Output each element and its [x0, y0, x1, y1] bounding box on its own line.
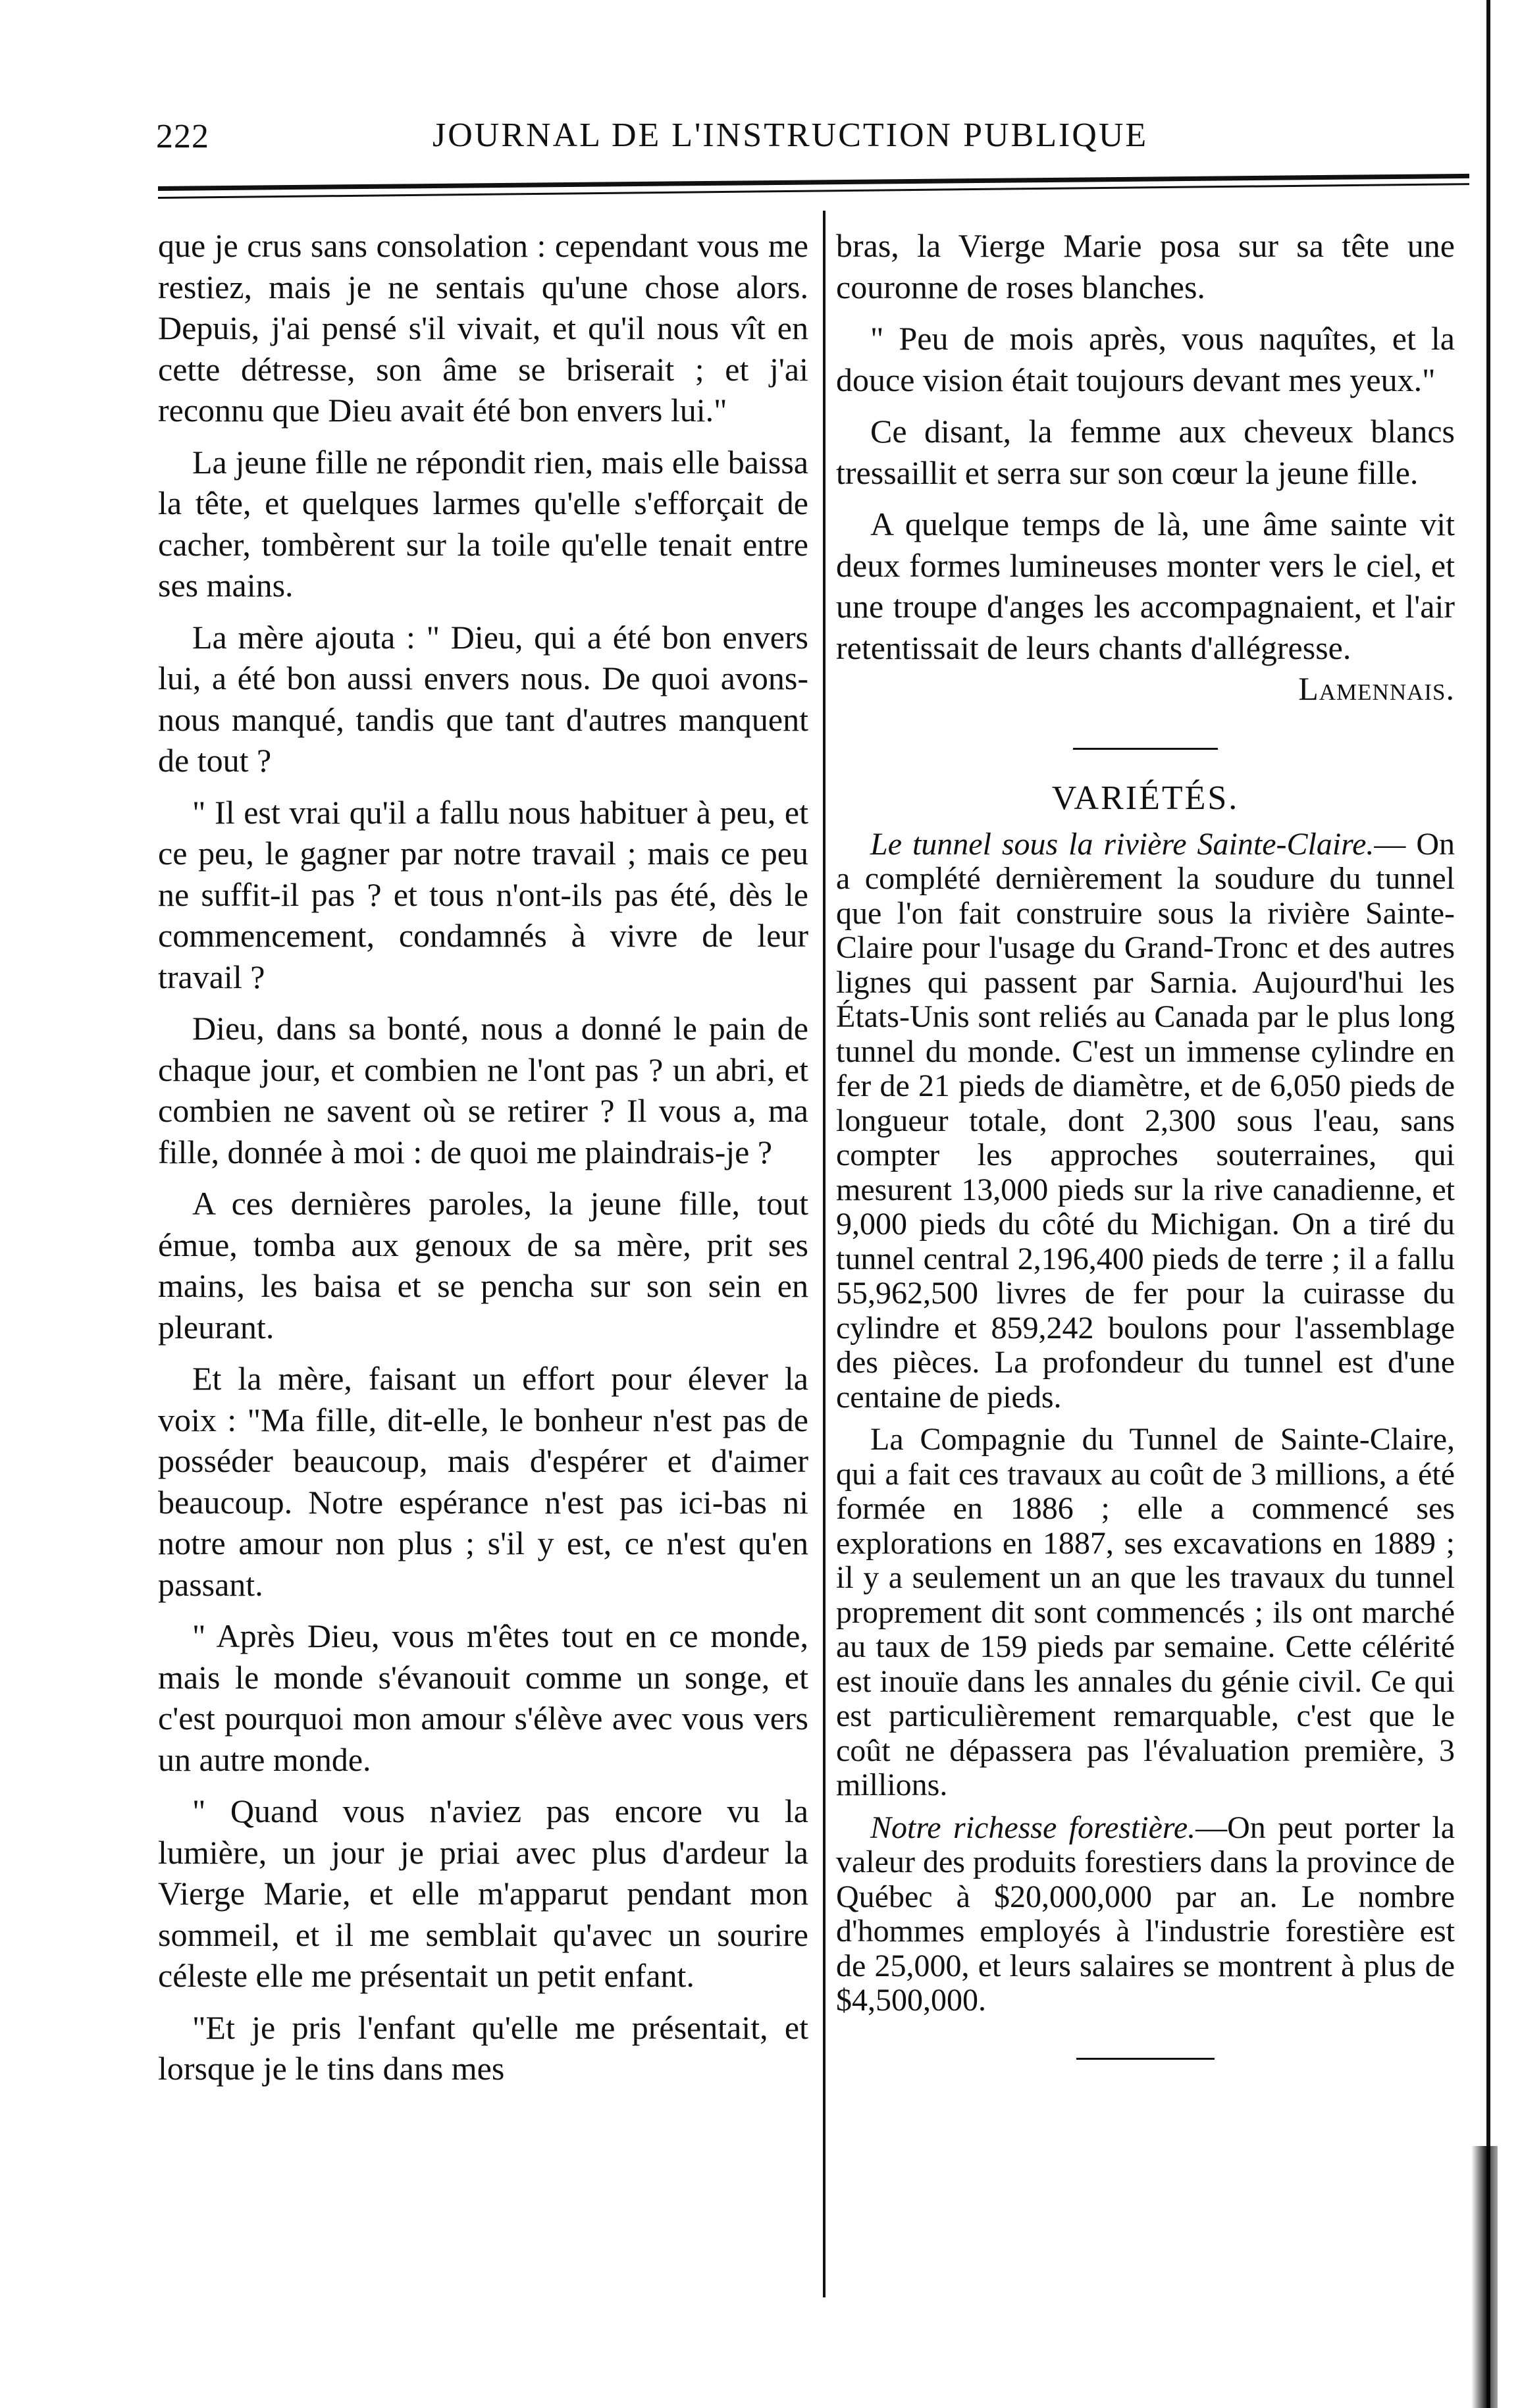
left-paragraph: " Après Dieu, vous m'êtes tout en ce monde, mais le monde s'évanouit comme un songe, et c'est pourquoi mon amour s'élève avec vous vers un autre monde.: [158, 1617, 808, 1778]
item-title: Notre richesse forestière.: [870, 1810, 1196, 1845]
left-paragraph: que je crus sans consolation : cependant vous me restiez, mais je ne sentais qu'une chose alors. Depuis, j'ai pensé s'il vivait, et qu'il nous vît en cette détresse, son âme se briserait ; et j'ai reconnu que Dieu avait été bon envers lui.": [158, 227, 808, 429]
varietes-items: [836, 827, 1455, 2018]
item-paragraph: La Compagnie du Tunnel de Sainte-Claire, qui a fait ces travaux au coût de 3 millions, a été formée en 1886 ; elle a commencé ses explorations en 1887, ses excavations en 1889 ; il y a seulement un an que les travaux du tunnel proprement dit sont commencés ; ils ont marché au taux de 159 pieds par semaine. Cette célérité est inouïe dans les annales du génie civil. Ce qui est particulièrement remarquable, c'est que le coût ne dépassera pas l'évaluation première, 3 millions.: [836, 1422, 1455, 1802]
item-title: Le tunnel sous la rivière Sainte-Claire.: [870, 826, 1375, 862]
left-paragraph: Dieu, dans sa bonté, nous a donné le pain de chaque jour, et combien ne l'ont pas ? un abri, et combien ne savent où se retirer ? Il vous a, ma fille, donnée à moi : de quoi me plaindrais-je ?: [158, 1010, 808, 1170]
closing-paragraph-block: [836, 504, 1455, 710]
author-signature: Lamennais.: [1298, 670, 1455, 707]
left-paragraph: Et la mère, faisant un effort pour élever la voix : "Ma fille, dit-elle, le bonheur n'est pas de posséder beaucoup, mais d'espérer et d'aimer beaucoup. Notre espérance n'est pas ici-bas ni notre amour non plus ; s'il y est, ce n'est qu'en passant.: [158, 1360, 808, 1603]
left-paragraph: La mère ajouta : " Dieu, qui a été bon envers lui, a été bon aussi envers nous. De quoi avons-nous manqué, tandis que tant d'autres manquent de tout ?: [158, 618, 808, 779]
running-title: JOURNAL DE L'INSTRUCTION PUBLIQUE: [432, 117, 1149, 154]
binding-shadow: [1471, 2146, 1498, 2408]
item-paragraph: [836, 1811, 1455, 2018]
column-divider: [823, 211, 826, 2297]
left-paragraph: " Il est vrai qu'il a fallu nous habituer à peu, et ce peu, le gagner par notre travail ; mais ce peu ne suffit-il pas ? et tous n'ont-ils pas été, dès le commencement, condamnés à vivre de leur travail ?: [158, 793, 808, 995]
right-paragraph: [836, 504, 1455, 707]
left-paragraph: " Quand vous n'aviez pas encore vu la lumière, un jour je priai avec plus d'ardeur la Vierge Marie, et elle m'apparut pendant mon sommeil, et il me semblait qu'avec un sourire céleste elle me présentait un petit enfant.: [158, 1793, 808, 1994]
left-paragraph: A ces dernières paroles, la jeune fille, tout émue, tomba aux genoux de sa mère, prit ses mains, les baisa et se pencha sur son sein en pleurant.: [158, 1185, 808, 1346]
left-paragraph: La jeune fille ne répondit rien, mais elle baissa la tête, et quelques larmes qu'elle s'efforçait de cacher, tombèrent sur la toile qu'elle tenait entre ses mains.: [158, 443, 808, 604]
item-dash: —: [1374, 826, 1406, 862]
header-rule-thick: [158, 174, 1469, 191]
right-paragraph: " Peu de mois après, vous naquîtes, et la douce vision était toujours devant mes yeux.": [836, 320, 1455, 398]
right-paragraph: Ce disant, la femme aux cheveux blancs tressaillit et serra sur son cœur la jeune fille.: [836, 413, 1455, 491]
right-column: [836, 225, 1455, 2060]
section-title: VARIÉTÉS.: [1051, 779, 1240, 817]
page-edge: [1494, 0, 1520, 2408]
left-column: [158, 225, 808, 2100]
page-header: [156, 111, 1459, 163]
end-divider: [1076, 2058, 1215, 2060]
right-paragraph: bras, la Vierge Marie posa sur sa tête une couronne de roses blanches.: [836, 227, 1455, 305]
item-dash: —: [1195, 1810, 1228, 1845]
item-paragraph: [836, 827, 1455, 1415]
page-number: 222: [156, 118, 209, 155]
item-text: On a complété dernièrement la soudure du tunnel que l'on fait construire sous la rivière Sainte-Claire pour l'usage du Grand-Tronc et des autres lignes qui passent par Sarnia. Aujourd'hui les États-Unis sont reliés au Canada par le plus long tunnel du monde. C'est un immense cylindre en fer de 21 pieds de diamètre, et de 6,050 pieds de longueur totale, dont 2,300 sous l'eau, sans compter les approches souterraines, qui mesurent 13,000 pieds sur la rive canadienne, et 9,000 pieds du côté du Michigan. On a tiré du tunnel central 2,196,400 pieds de terre ; il a fallu 55,962,500 livres de fer pour la cuirasse du cylindre et 859,242 boulons pour l'assemblage des pièces. La profondeur du tunnel est d'une centaine de pieds.: [836, 826, 1455, 1415]
left-paragraph: "Et je pris l'enfant qu'elle me présentait, et lorsque je le tins dans mes: [158, 2008, 808, 2087]
right-paragraph-text: A quelque temps de là, une âme sainte vit deux formes lumineuses monter vers le ciel, et une troupe d'anges les accompagnaient, et l'air retentissait de leurs chants d'allégresse.: [836, 506, 1455, 666]
binding-edge-line: [1486, 0, 1490, 2408]
section-divider: [1073, 748, 1218, 750]
item-text: On peut porter la valeur des produits forestiers dans la province de Québec à $20,000,000 par an. Le nombre d'hommes employés à l'industrie forestière est de 25,000, et leurs salaires se montrent à plus de $4,500,000.: [836, 1810, 1455, 2018]
